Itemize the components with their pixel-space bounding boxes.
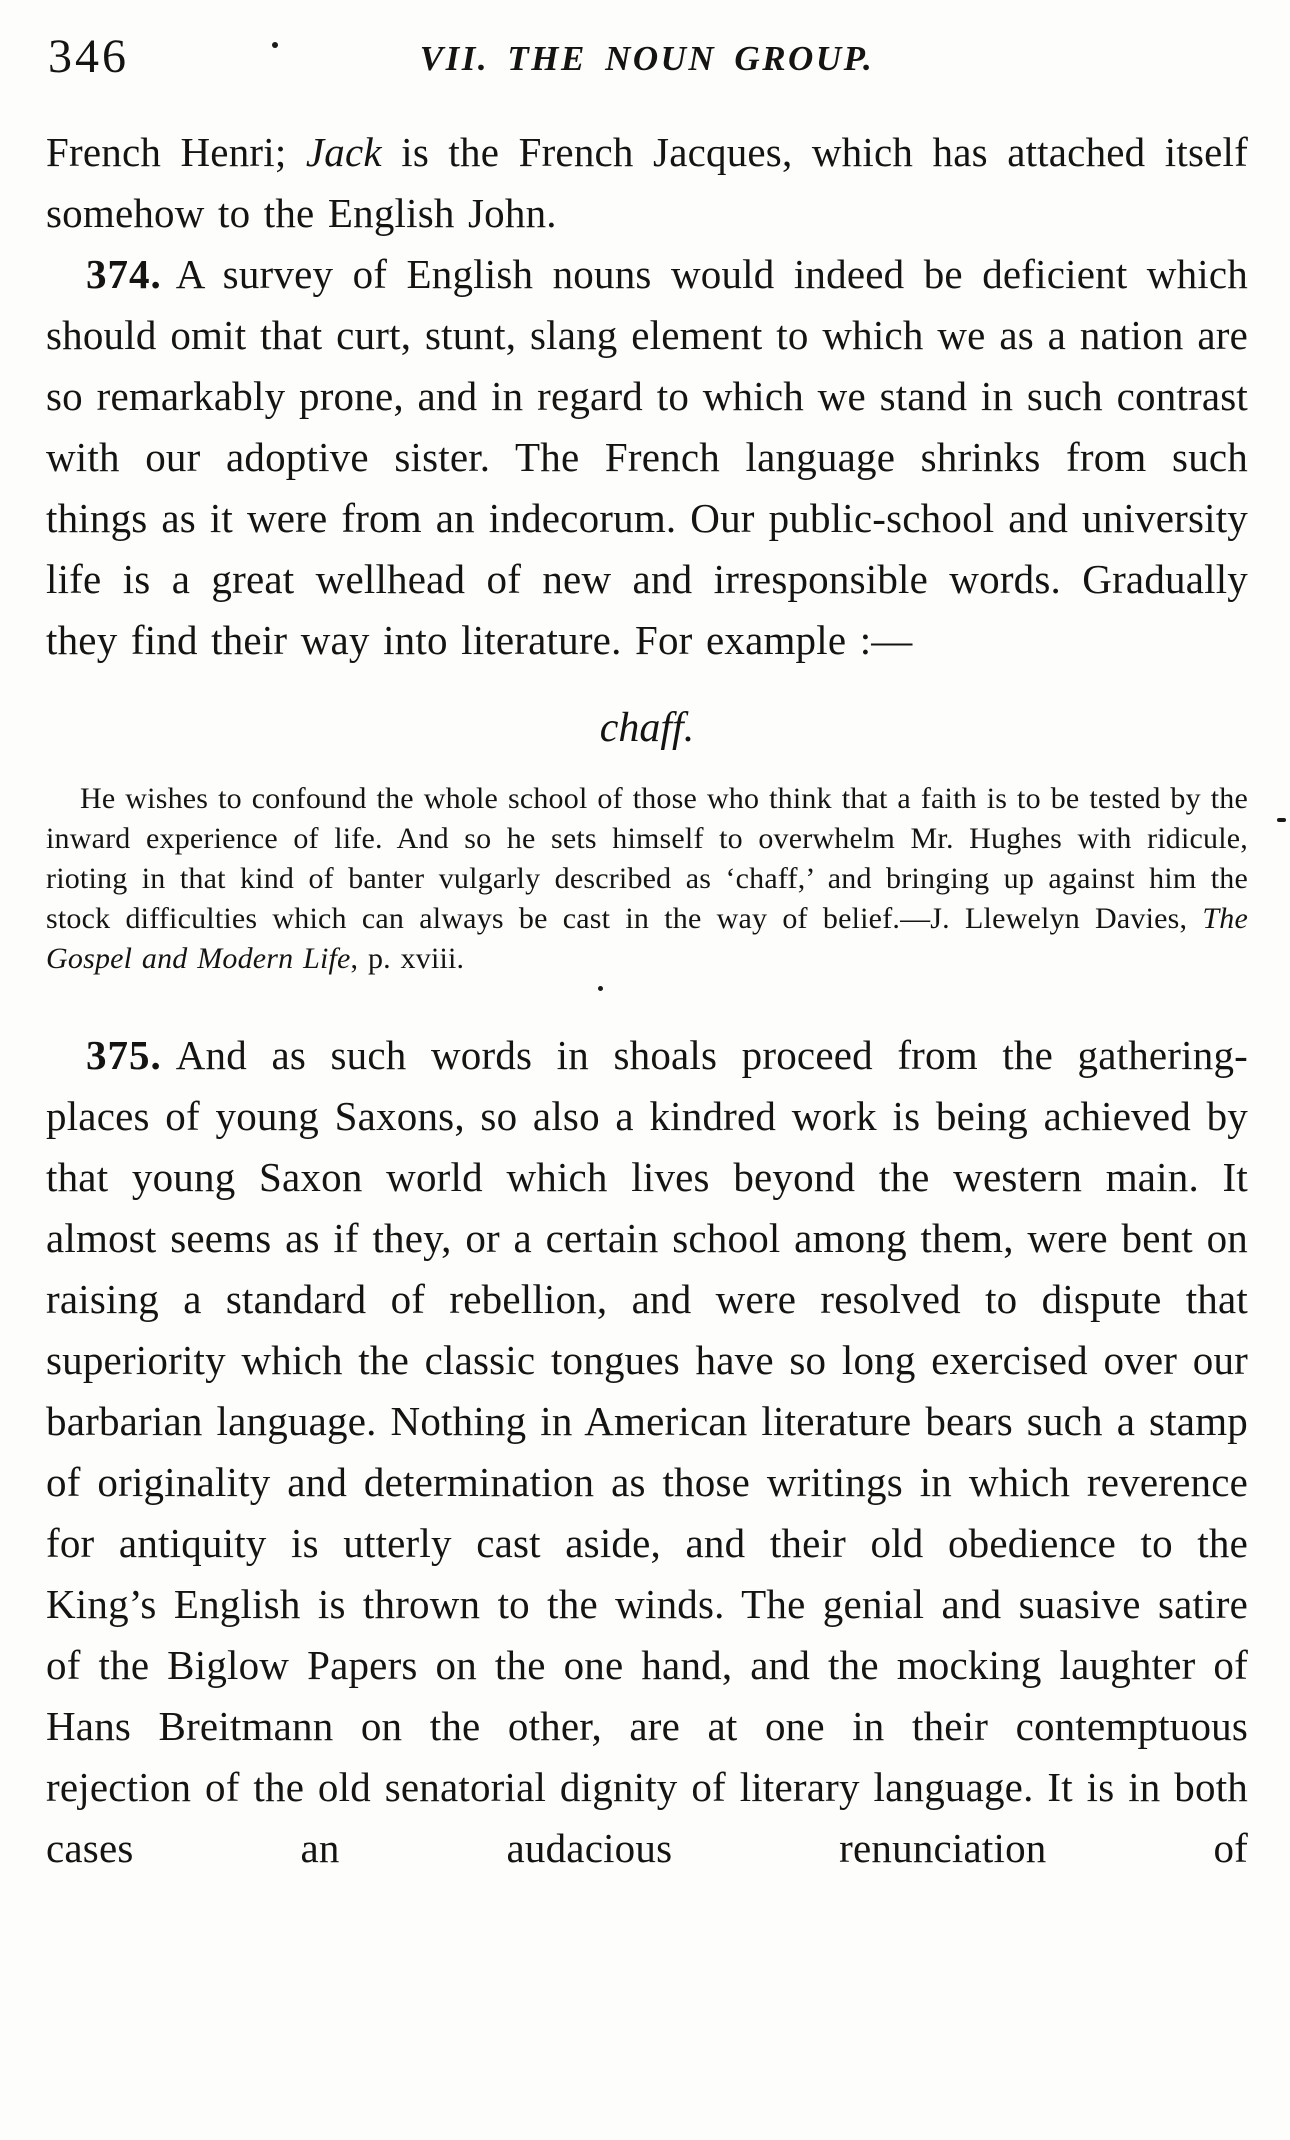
paragraph-intro <box>46 122 1248 244</box>
page-body <box>46 122 1248 1879</box>
page-number: 346 <box>48 30 129 83</box>
scan-artifact <box>598 986 603 991</box>
quote-source-title: The Gospel and Modern Life <box>46 902 1248 975</box>
quote-source-suffix: , p. xviii. <box>350 942 465 975</box>
scan-artifact <box>272 42 278 48</box>
paragraph-374 <box>46 244 1248 671</box>
paragraph-375 <box>46 1025 1248 1879</box>
text-run: And as such words in shoals proceed from the gathering-places of young Saxons, so also a kindred work is being achieved by that young Saxon world which lives beyond the western main. It almost seems as if they, or a certain school among them, were bent on raising a standard of rebellion, and were resolved to dispute that superiority which the classic tongues have so long exercised over our barbarian language. Nothing in American literature bears such a stamp of originality and determination as those writings in which reverence for antiquity is utterly cast aside, and their old obedience to the King’s English is thrown to the winds. The genial and suasive satire of the Biglow Papers on the one hand, and the mocking laughter of Hans Breitmann on the other, are at one in their contemptuous rejection of the old senatorial dignity of literary language. It is in both cases an audacious renunciation of <box>46 1032 1248 1871</box>
paragraph-number: 374. <box>86 251 162 297</box>
quotation-block <box>46 779 1248 979</box>
page-header <box>46 30 1248 92</box>
running-title: VII. THE NOUN GROUP. <box>419 39 875 78</box>
paragraph-number: 375. <box>86 1032 162 1078</box>
text-run: is the French Jacques, which has attached itself somehow to the English John. <box>46 129 1248 236</box>
text-run: French Henri; <box>46 129 306 175</box>
text-run: A survey of English nouns would indeed be deficient which should omit that curt, stunt, slang element to which we as a nation are so remarkably prone, and in regard to which we stand in such contrast with our adoptive sister. The French language shrinks from such things as it were from an indecorum. Our public-school and university life is a great wellhead of new and irresponsible words. Gradually they find their way into literature. For example :— <box>46 251 1248 663</box>
scan-artifact <box>1277 818 1286 822</box>
section-heading-chaff: chaff. <box>599 705 695 751</box>
quote-text-run: He wishes to confound the whole school of those who think that a faith is to be tested by the inward experience of life. And so he sets himself to overwhelm Mr. Hughes with ridicule, rioting in that kind of banter vulgarly described as ‘chaff,’ and bringing up against him the stock difficulties which can always be cast in the way of belief.—J. Llewelyn Davies, <box>46 782 1248 935</box>
italic-word: Jack <box>305 129 382 175</box>
